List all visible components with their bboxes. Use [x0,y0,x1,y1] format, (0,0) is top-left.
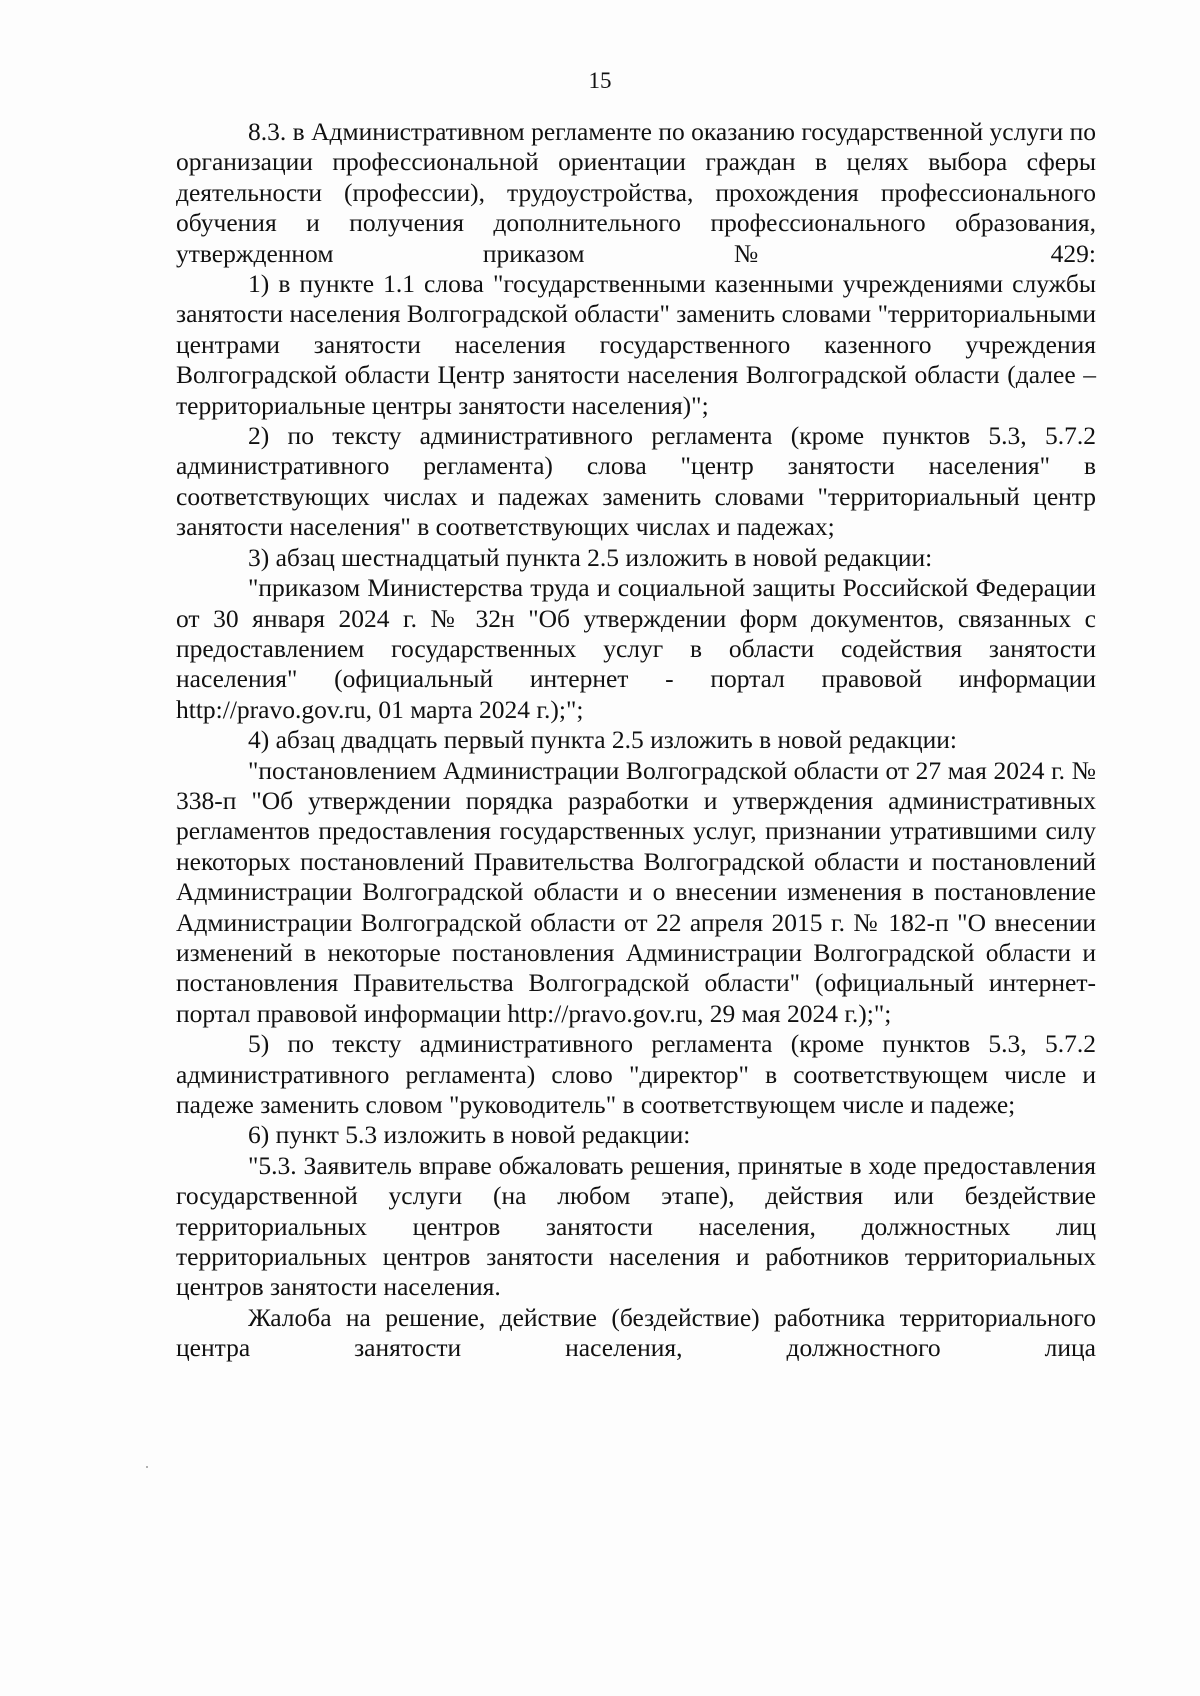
list-item-3: 3) абзац шестнадцатый пункта 2.5 изложить в новой редакции: [248,542,933,572]
list-item-2: 2) по тексту административного регламента (кроме пунктов 5.3, 5.7.2 административного регламента) слова "центр занятости населения" в соответствующих числах и падежах заменить словами "территориальный центр занятости населения" в соответствующих числах и падежах; [176,421,1096,542]
quote-item-6: "5.3. Заявитель вправе обжаловать решения, принятые в ходе предоставления государственной услуги (на любом этапе), действия или бездействие территориальных центров занятости населения, должностных лиц территориальных центров занятости населения и работников территориальных центров занятости населения. [176,1150,1096,1302]
scan-speck [146,1466,148,1468]
document-body [176,117,1096,1364]
quote-item-3: "приказом Министерства труда и социальной защиты Российской Федерации от 30 января 2024 г. № 32н "Об утверждении форм документов, связанных с предоставлением государственных услуг в области содействия занятости населения" (официальный интернет - портал правовой информации http://pravo.gov.ru, 01 марта 2024 г.);"; [176,573,1096,724]
paragraph-8-3: 8.3. в Административном регламенте по оказанию государственной услуги по организации профессиональной ориентации граждан в целях выбора сферы деятельности (профессии), трудоустройства, прохождения профессионального обучения и получения дополнительного профессионального образования, утвержденном приказом № 429: [176,117,1096,268]
complaint-paragraph: Жалоба на решение, действие (бездействие) работника территориального центра занятости населения, должностного лица [176,1302,1096,1363]
list-item-4: 4) абзац двадцать первый пункта 2.5 изложить в новой редакции: [248,725,958,755]
list-item-5: 5) по тексту административного регламента (кроме пунктов 5.3, 5.7.2 административного регламента) слово "директор" в соответствующем числе и падеже заменить словом "руководитель" в соответствующем числе и падеже; [176,1029,1096,1119]
list-item-1: 1) в пункте 1.1 слова "государственными казенными учреждениями службы занятости населения Волгоградской области" заменить словами "территориальными центрами занятости населения государственного казенного учреждения Волгоградской области Центр занятости населения Волгоградской области (далее – территориальные центры занятости населения)"; [176,269,1096,420]
list-item-6: 6) пункт 5.3 изложить в новой редакции: [248,1120,691,1150]
quote-item-4: "постановлением Администрации Волгоградской области от 27 мая 2024 г. № 338-п "Об утверждении порядка разработки и утверждения административных регламентов предоставления государственных услуг, признании утратившими силу некоторых постановлений Правительства Волгоградской области и постановлений Администрации Волгоградской области и о внесении изменения в постановление Администрации Волгоградской области от 22 апреля 2015 г. № 182-п "О внесении изменений в некоторые постановления Администрации Волгоградской области и постановления Правительства Волгоградской области" (официальный интернет-портал правовой информации http://pravo.gov.ru, 29 мая 2024 г.);"; [176,755,1096,1028]
page-number: 15 [588,68,612,93]
